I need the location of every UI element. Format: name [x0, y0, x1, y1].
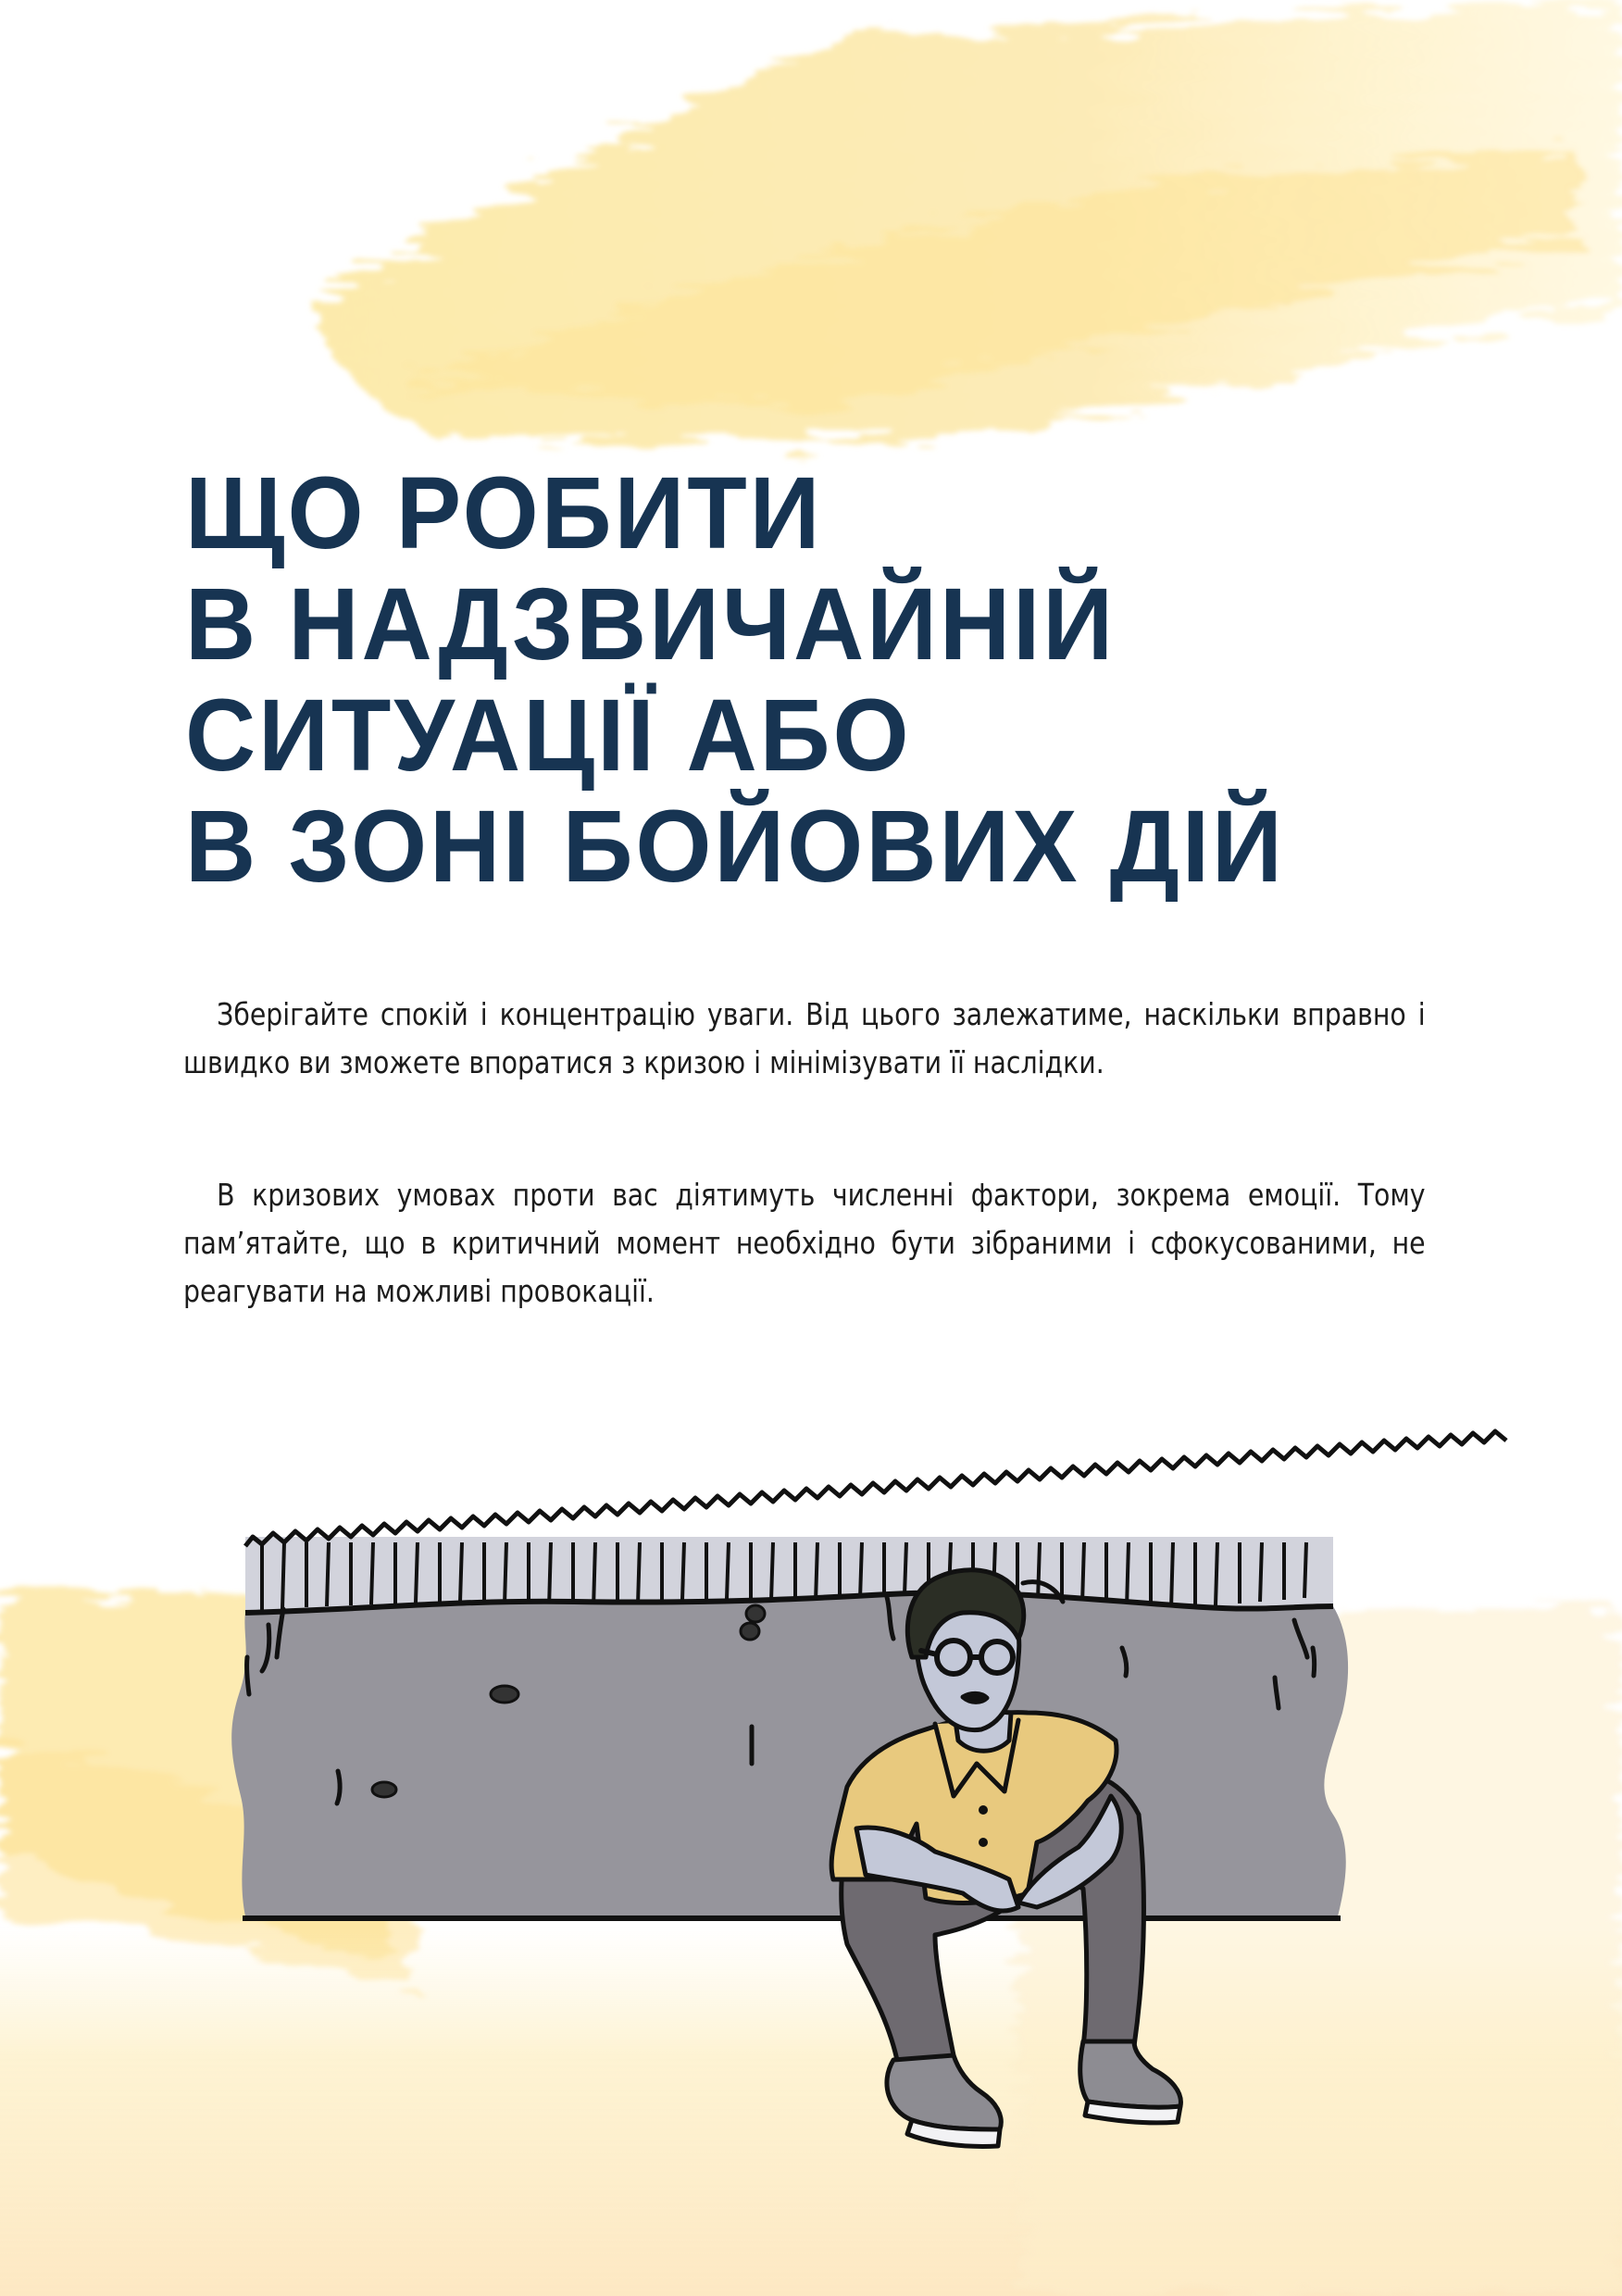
title-line-1: ЩО РОБИТИ — [185, 456, 823, 570]
title-line-4: В ЗОНІ БОЙОВИХ ДІЙ — [185, 790, 1285, 904]
stone-wall — [231, 1593, 1348, 1918]
fence-icon — [245, 1431, 1506, 1611]
title-line-2: В НАДЗВИЧАЙНІЙ — [185, 568, 1117, 681]
paragraph-stay-calm: Зберігайте спокій і концентрацію уваги. Від цього залежатиме, наскільки вправно і швидко ви зможете впоратися з кризою і мінімізувати її наслідки. — [183, 996, 1426, 1080]
title-line-3: СИТУАЦІЇ АБО — [185, 679, 912, 792]
paragraph-crisis-factors: В кризових умовах проти вас діятимуть численні фактори, зокрема емоції. Тому пам’ятайте, що в критичний момент необхідно бути зібраними і сфокусованими, не реагувати на можливі провокації. — [183, 1177, 1426, 1309]
